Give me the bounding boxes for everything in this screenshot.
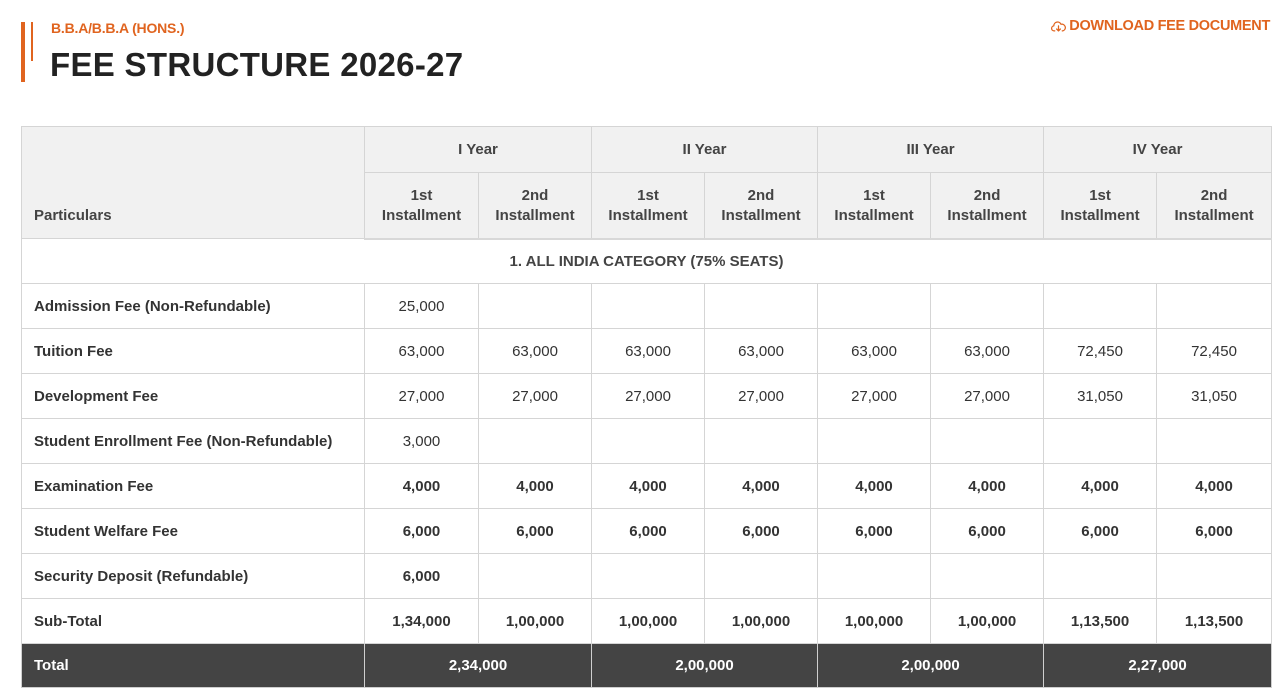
fee-amount-cell: 31,050 — [1157, 374, 1272, 419]
fee-amount-cell: 63,000 — [931, 329, 1044, 374]
category-label: 1. ALL INDIA CATEGORY (75% SEATS) — [22, 239, 1272, 284]
fee-amount-cell: 72,450 — [1157, 329, 1272, 374]
fee-amount-cell — [818, 419, 931, 464]
year-total-cell: 2,00,000 — [592, 644, 818, 688]
fee-amount-cell — [479, 284, 592, 329]
fee-amount-cell — [818, 284, 931, 329]
table-row-tuition-fee — [22, 329, 1272, 374]
fee-amount-cell: 4,000 — [479, 464, 592, 509]
download-label: DOWNLOAD FEE DOCUMENT — [1069, 18, 1270, 34]
installment-header: 1st Installment — [818, 173, 931, 239]
fee-amount-cell: 1,00,000 — [479, 599, 592, 644]
installment-header: 2nd Installment — [479, 173, 592, 239]
fee-amount-cell: 6,000 — [365, 509, 479, 554]
fee-amount-cell: 6,000 — [1044, 509, 1157, 554]
category-row — [22, 239, 1272, 284]
fee-amount-cell — [931, 284, 1044, 329]
fee-amount-cell — [592, 419, 705, 464]
fee-label: Examination Fee — [22, 464, 365, 509]
fee-amount-cell: 63,000 — [365, 329, 479, 374]
year-header: III Year — [818, 127, 1044, 173]
cloud-download-icon — [1051, 20, 1066, 33]
table-row-sub-total — [22, 599, 1272, 644]
fee-amount-cell — [818, 554, 931, 599]
fee-amount-cell: 27,000 — [705, 374, 818, 419]
particulars-header: Particulars — [22, 127, 365, 239]
fee-amount-cell: 4,000 — [931, 464, 1044, 509]
fee-amount-cell: 4,000 — [365, 464, 479, 509]
fee-amount-cell: 6,000 — [818, 509, 931, 554]
fee-label: Admission Fee (Non-Refundable) — [22, 284, 365, 329]
fee-amount-cell: 4,000 — [1157, 464, 1272, 509]
table-row-admission-fee — [22, 284, 1272, 329]
installment-header: 1st Installment — [1044, 173, 1157, 239]
fee-amount-cell: 72,450 — [1044, 329, 1157, 374]
year-header: IV Year — [1044, 127, 1272, 173]
fee-amount-cell — [1044, 284, 1157, 329]
fee-amount-cell: 4,000 — [592, 464, 705, 509]
fee-amount-cell: 1,13,500 — [1044, 599, 1157, 644]
fee-amount-cell — [1157, 554, 1272, 599]
fee-structure-table — [21, 126, 1272, 688]
fee-amount-cell: 63,000 — [705, 329, 818, 374]
fee-amount-cell — [1157, 284, 1272, 329]
fee-amount-cell: 63,000 — [479, 329, 592, 374]
fee-amount-cell: 1,00,000 — [818, 599, 931, 644]
fee-amount-cell — [705, 419, 818, 464]
fee-amount-cell: 31,050 — [1044, 374, 1157, 419]
fee-label: Development Fee — [22, 374, 365, 419]
fee-amount-cell: 1,13,500 — [1157, 599, 1272, 644]
table-row-development-fee — [22, 374, 1272, 419]
fee-amount-cell — [931, 554, 1044, 599]
year-header: I Year — [365, 127, 592, 173]
fee-amount-cell — [592, 284, 705, 329]
fee-amount-cell: 27,000 — [592, 374, 705, 419]
installment-header: 2nd Installment — [705, 173, 818, 239]
table-row-examination-fee — [22, 464, 1272, 509]
fee-amount-cell: 25,000 — [365, 284, 479, 329]
fee-amount-cell: 6,000 — [592, 509, 705, 554]
fee-amount-cell: 6,000 — [705, 509, 818, 554]
installment-header: 2nd Installment — [1157, 173, 1272, 239]
fee-amount-cell: 27,000 — [818, 374, 931, 419]
fee-amount-cell: 1,00,000 — [931, 599, 1044, 644]
fee-label: Security Deposit (Refundable) — [22, 554, 365, 599]
page-title: FEE STRUCTURE 2026-27 — [50, 46, 464, 83]
fee-amount-cell — [592, 554, 705, 599]
table-row-security-deposit — [22, 554, 1272, 599]
fee-amount-cell: 1,34,000 — [365, 599, 479, 644]
fee-amount-cell: 6,000 — [931, 509, 1044, 554]
fee-amount-cell — [705, 554, 818, 599]
fee-amount-cell: 4,000 — [705, 464, 818, 509]
fee-amount-cell: 1,00,000 — [592, 599, 705, 644]
fee-amount-cell: 6,000 — [1157, 509, 1272, 554]
installment-header: 2nd Installment — [931, 173, 1044, 239]
fee-amount-cell: 4,000 — [1044, 464, 1157, 509]
year-header-row — [22, 127, 1272, 173]
fee-label: Student Welfare Fee — [22, 509, 365, 554]
fee-amount-cell — [1044, 419, 1157, 464]
installment-header: 1st Installment — [592, 173, 705, 239]
total-label: Total — [22, 644, 365, 688]
program-subtitle: B.B.A/B.B.A (HONS.) — [51, 20, 185, 36]
table-row-total — [22, 644, 1272, 688]
accent-bar-thick — [21, 22, 25, 82]
download-fee-document-link[interactable] — [1051, 18, 1270, 34]
year-total-cell: 2,00,000 — [818, 644, 1044, 688]
year-total-cell: 2,27,000 — [1044, 644, 1272, 688]
fee-amount-cell — [479, 554, 592, 599]
fee-amount-cell — [1044, 554, 1157, 599]
table-row-student-welfare-fee — [22, 509, 1272, 554]
fee-amount-cell — [705, 284, 818, 329]
fee-amount-cell: 27,000 — [479, 374, 592, 419]
fee-label: Student Enrollment Fee (Non-Refundable) — [22, 419, 365, 464]
installment-header: 1st Installment — [365, 173, 479, 239]
year-header: II Year — [592, 127, 818, 173]
fee-amount-cell — [1157, 419, 1272, 464]
fee-amount-cell: 6,000 — [479, 509, 592, 554]
fee-amount-cell: 3,000 — [365, 419, 479, 464]
fee-amount-cell: 6,000 — [365, 554, 479, 599]
table-row-student-enrollment-fee — [22, 419, 1272, 464]
fee-label: Tuition Fee — [22, 329, 365, 374]
year-total-cell: 2,34,000 — [365, 644, 592, 688]
fee-amount-cell: 4,000 — [818, 464, 931, 509]
fee-amount-cell — [479, 419, 592, 464]
accent-bar-thin — [31, 22, 33, 61]
fee-amount-cell: 63,000 — [818, 329, 931, 374]
fee-amount-cell: 63,000 — [592, 329, 705, 374]
fee-amount-cell — [931, 419, 1044, 464]
fee-amount-cell: 1,00,000 — [705, 599, 818, 644]
fee-label: Sub-Total — [22, 599, 365, 644]
fee-amount-cell: 27,000 — [931, 374, 1044, 419]
fee-amount-cell: 27,000 — [365, 374, 479, 419]
